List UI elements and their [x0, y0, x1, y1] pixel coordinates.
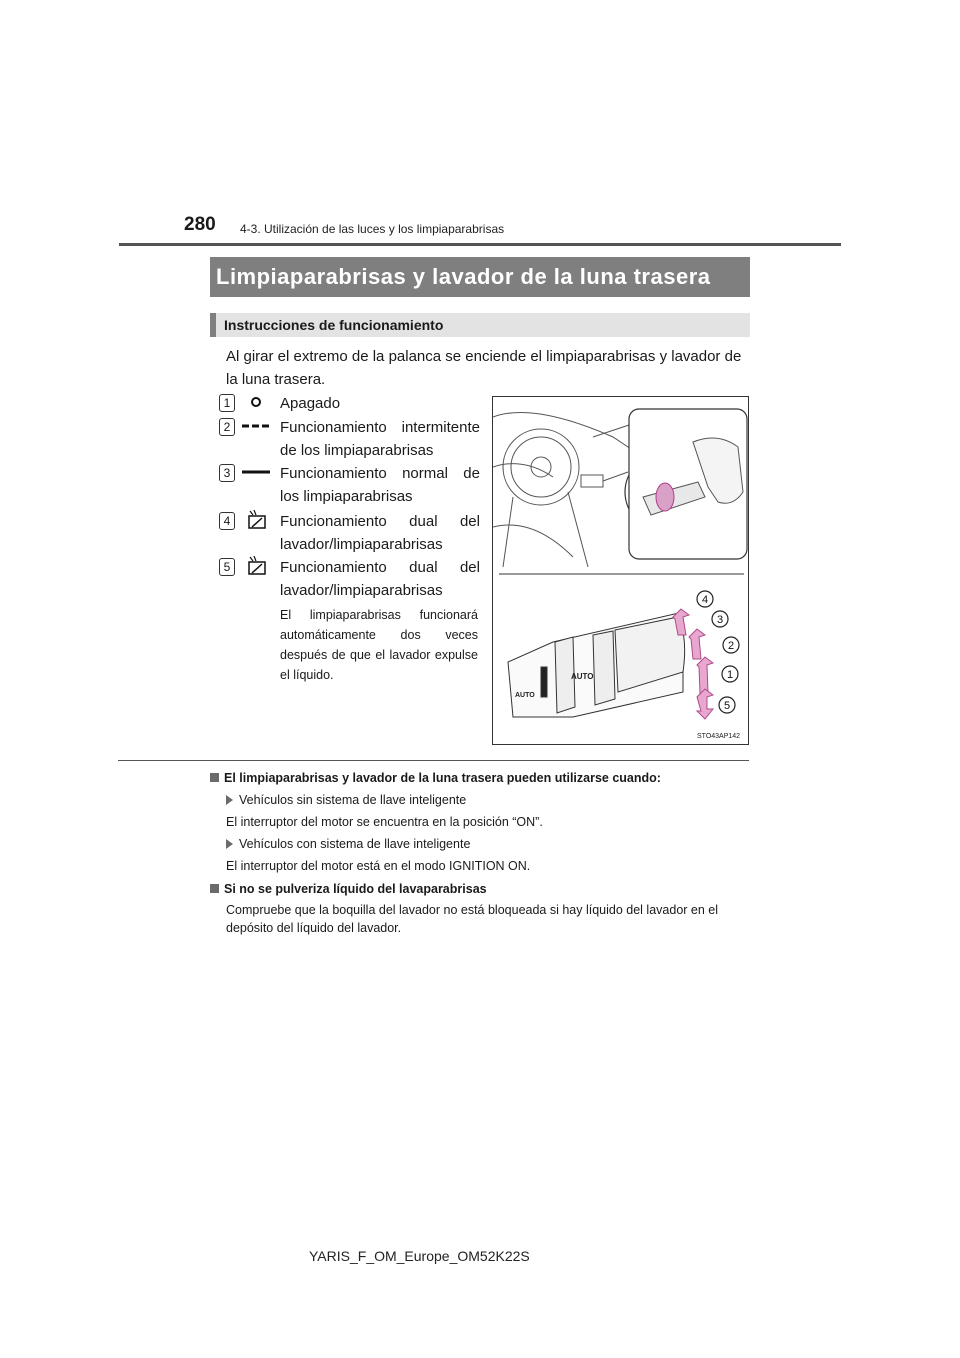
callout-1: 1: [726, 669, 734, 681]
square-bullet-icon: [210, 773, 219, 782]
lever-illustration: [508, 612, 685, 717]
condition-label: Vehículos con sistema de llave inteligente: [239, 837, 471, 851]
condition-item: [226, 792, 466, 808]
content-divider: [118, 760, 749, 761]
item-number: 5: [219, 558, 235, 576]
solid-line-icon: [241, 462, 271, 482]
page-title: Limpiaparabrisas y lavador de la luna trasera: [210, 257, 750, 297]
item-number: 3: [219, 464, 235, 482]
callout-5: 5: [723, 700, 731, 712]
wiper-lever-figure: [492, 396, 749, 745]
wiper-lever-illustration: [493, 397, 749, 745]
section-heading: [210, 881, 487, 897]
figure-code: STO43AP142: [697, 733, 741, 740]
triangle-bullet-icon: [226, 839, 233, 849]
circle-off-icon: [241, 392, 271, 412]
callout-3: 3: [716, 614, 724, 626]
header-divider: [119, 243, 841, 246]
item-number: 1: [219, 394, 235, 412]
intro-paragraph: Al girar el extremo de la palanca se enciende el limpiaparabrisas y lavador de la luna trasera.: [226, 348, 742, 388]
washer-spray-icon: [241, 510, 271, 530]
item-number: 2: [219, 418, 235, 436]
condition-label: Vehículos sin sistema de llave inteligente: [239, 793, 467, 807]
body-paragraph: Compruebe que la boquilla del lavador no está bloqueada si hay líquido del lavador en el depósito del líquido del lavador.: [226, 903, 719, 935]
document-footer: YARIS_F_OM_Europe_OM52K22S: [309, 1248, 530, 1264]
section-subtitle: Instrucciones de funcionamiento: [210, 313, 750, 337]
body-paragraph: El interruptor del motor se encuentra en la posición “ON”.: [226, 815, 543, 829]
dashed-line-icon: [241, 416, 271, 436]
square-bullet-icon: [210, 884, 219, 893]
callout-2: 2: [727, 640, 735, 652]
section-heading-text: Si no se pulveriza líquido del lavaparabrisas: [224, 882, 487, 896]
callout-4: 4: [701, 594, 709, 606]
item-text: Funcionamiento dual del lavador/limpiaparabrisas: [280, 559, 480, 599]
washer-spray-icon: [241, 556, 271, 576]
section-heading: [210, 770, 661, 786]
lever-auto-label-small: AUTO: [515, 692, 535, 699]
item-number: 4: [219, 512, 235, 530]
section-heading-text: El limpiaparabrisas y lavador de la luna trasera pueden utilizarse cuando:: [224, 771, 661, 785]
item-text: Funcionamiento dual del lavador/limpiaparabrisas: [280, 513, 480, 553]
section-reference: 4-3. Utilización de las luces y los limpiaparabrisas: [240, 222, 505, 236]
item-text: Funcionamiento normal de los limpiaparabrisas: [280, 465, 480, 505]
item-text: Apagado: [280, 395, 341, 412]
item-text: Funcionamiento intermitente de los limpiaparabrisas: [280, 419, 480, 459]
lever-auto-label: AUTO: [571, 672, 594, 681]
page-number: 280: [184, 214, 216, 235]
condition-item: [226, 836, 470, 852]
body-paragraph: El interruptor del motor está en el modo IGNITION ON.: [226, 859, 531, 873]
triangle-bullet-icon: [226, 795, 233, 805]
item-note: El limpiaparabrisas funcionará automáticamente dos veces después de que el lavador expulse el líquido.: [280, 608, 478, 682]
